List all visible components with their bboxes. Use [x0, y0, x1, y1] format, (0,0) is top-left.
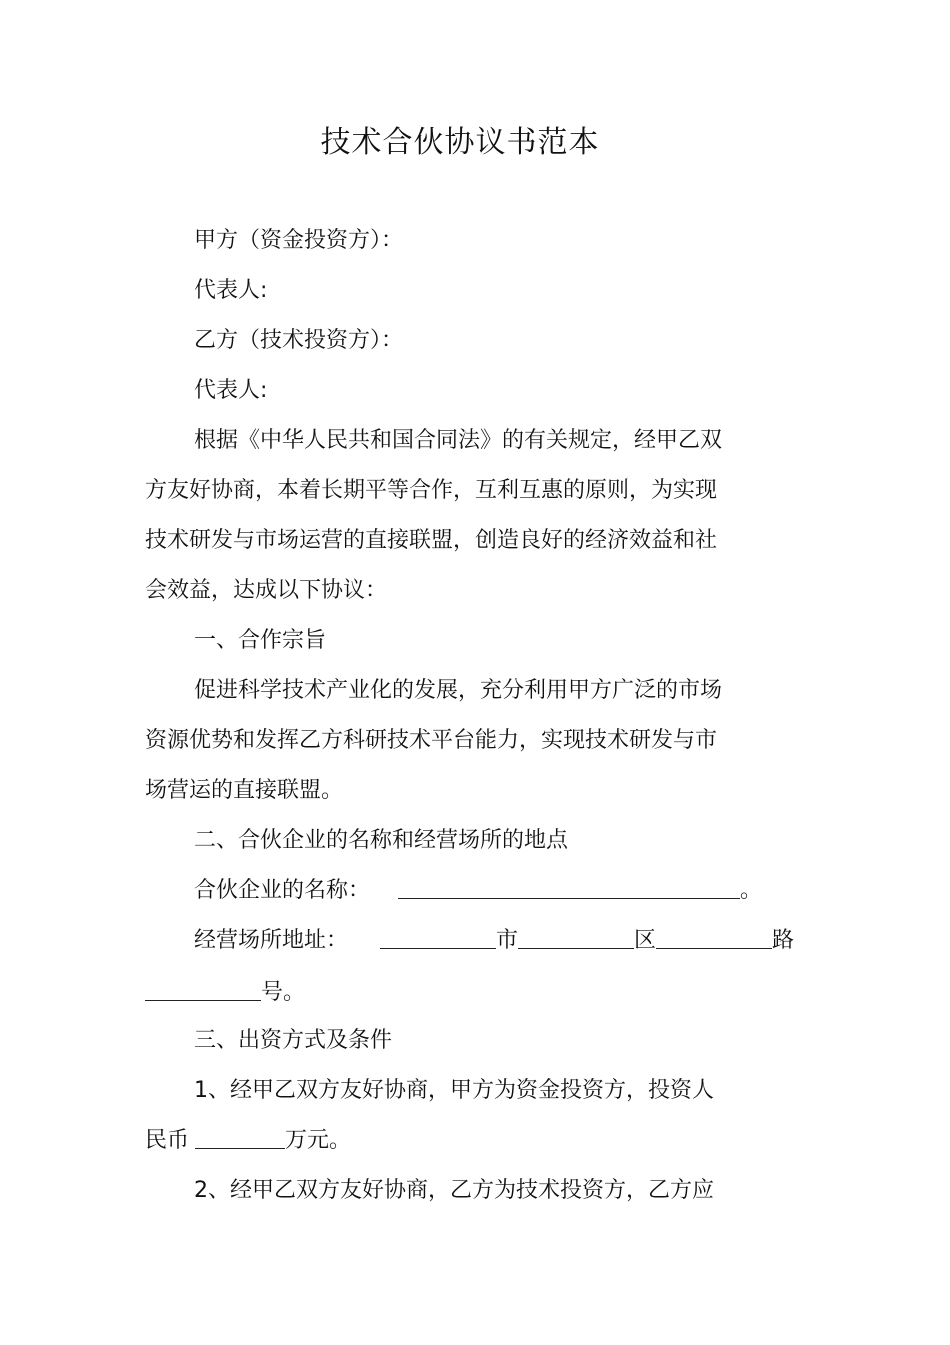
party-a-representative: 代表人: — [194, 278, 268, 303]
company-name-label: 合伙企业的名称： — [194, 878, 371, 903]
section-3-heading: 三、出资方式及条件 — [194, 1028, 393, 1053]
address-label: 经营场所地址： — [194, 928, 349, 953]
address-road-label: 路 — [772, 928, 795, 953]
address-number-blank — [145, 978, 261, 1001]
address-road-blank — [656, 926, 772, 949]
document-title: 技术合伙协议书范本 — [320, 125, 600, 160]
party-a-label: 甲方（资金投资方）： — [194, 228, 404, 253]
item-1-line-2 — [145, 1126, 351, 1156]
address-district-label: 区 — [634, 928, 657, 953]
address-number-row — [145, 978, 305, 1008]
intro-line-1: 根据《中华人民共和国合同法》的有关规定，经甲乙双 — [194, 428, 723, 453]
address-district-blank — [518, 926, 634, 949]
section-2-heading: 二、合伙企业的名称和经营场所的地点 — [194, 828, 569, 853]
address-city-blank — [380, 926, 496, 949]
company-name-row — [194, 876, 762, 906]
section-1-line-3: 场营运的直接联盟。 — [145, 778, 344, 803]
section-1-line-2: 资源优势和发挥乙方科研技术平台能力，实现技术研发与市 — [145, 728, 718, 753]
intro-line-2: 方友好协商，本着长期平等合作，互利互惠的原则，为实现 — [145, 478, 718, 503]
address-number-label: 号。 — [261, 980, 306, 1005]
intro-line-3: 技术研发与市场运营的直接联盟，创造良好的经济效益和社 — [145, 528, 718, 553]
party-b-representative: 代表人: — [194, 378, 268, 403]
item-1-unit: 万元。 — [285, 1128, 352, 1153]
investment-amount-blank — [195, 1126, 285, 1149]
party-b-label: 乙方（技术投资方）： — [194, 328, 404, 353]
company-name-blank — [398, 876, 740, 899]
section-1-line-1: 促进科学技术产业化的发展，充分利用甲方广泛的市场 — [194, 678, 723, 703]
section-1-heading: 一、合作宗旨 — [194, 628, 327, 653]
company-name-period: 。 — [740, 878, 763, 903]
address-row — [194, 926, 794, 956]
item-1-line-1: 1、经甲乙双方友好协商，甲方为资金投资方，投资人 — [194, 1078, 714, 1103]
address-city-label: 市 — [496, 928, 519, 953]
item-2-line-1: 2、经甲乙双方友好协商，乙方为技术投资方，乙方应 — [194, 1178, 714, 1203]
item-1-prefix: 民币 — [145, 1128, 190, 1153]
intro-line-4: 会效益，达成以下协议： — [145, 578, 388, 603]
